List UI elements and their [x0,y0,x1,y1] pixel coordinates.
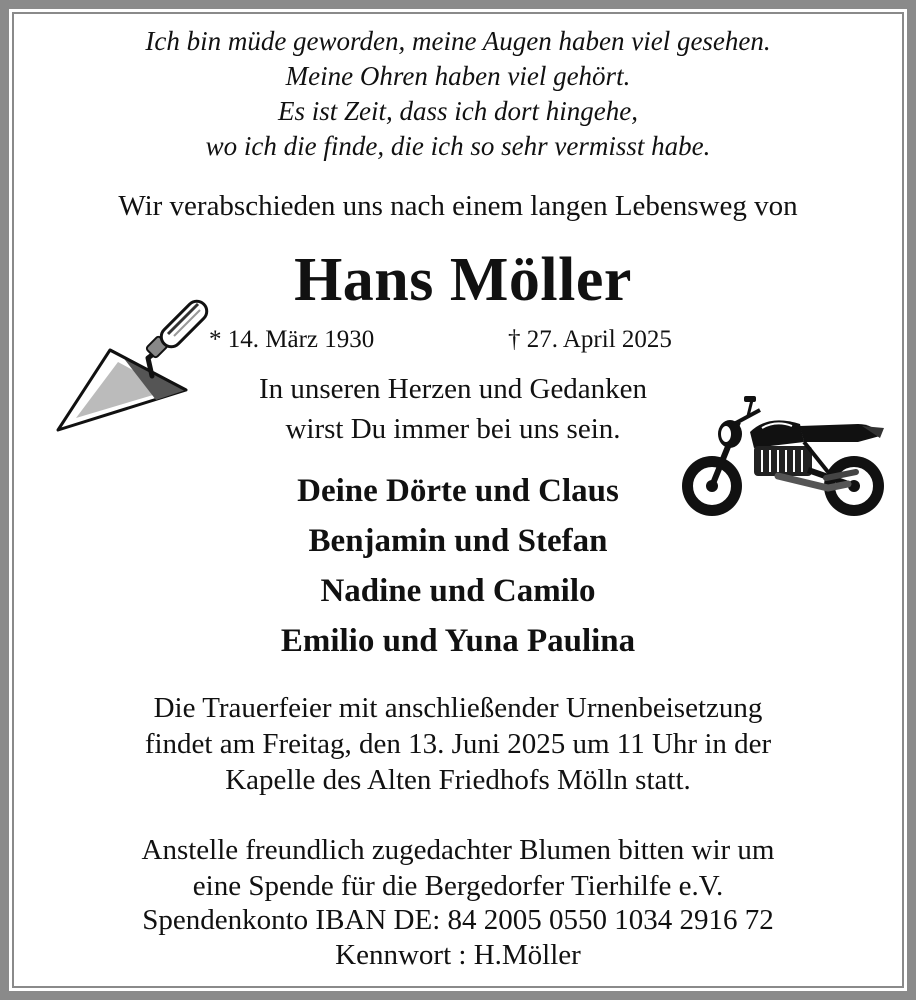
family-line-3: Nadine und Camilo [320,573,596,609]
donation-iban: Spendenkonto IBAN DE: 84 2005 0550 1034 2916 72 [142,904,774,936]
birth-date: * 14. März 1930 [209,326,375,353]
poem-line-3: Es ist Zeit, dass ich dort hingehe, [278,96,638,126]
quote-line-1: In unseren Herzen und Gedanken [258,373,648,405]
donation-line-1: Anstelle freundlich zugedachter Blumen bitten wir um [141,834,775,866]
death-date: † 27. April 2025 [508,326,672,353]
family-line-4: Emilio und Yuna Paulina [280,623,636,659]
poem-line-4: wo ich die finde, die ich so sehr vermisst habe. [205,131,711,161]
family-line-2: Benjamin und Stefan [308,523,608,559]
intro-text: Wir verabschieden uns nach einem langen Lebensweg von [118,190,798,222]
poem-line-2: Meine Ohren haben viel gehört. [285,61,631,91]
ceremony-line-3: Kapelle des Alten Friedhofs Mölln statt. [225,764,691,796]
deceased-name: Hans Möller [294,246,632,314]
donation-line-2: eine Spende für die Bergedorfer Tierhilfe e.V. [192,870,724,902]
poem-line-1: Ich bin müde geworden, meine Augen haben viel gesehen. [145,26,771,56]
quote-line-2: wirst Du immer bei uns sein. [285,413,621,445]
trowel-icon [52,292,212,432]
ceremony-line-1: Die Trauerfeier mit anschließender Urnenbeisetzung [153,692,763,724]
donation-keyword: Kennwort : H.Möller [335,939,581,971]
family-line-1: Deine Dörte und Claus [297,473,619,509]
ceremony-line-2: findet am Freitag, den 13. Juni 2025 um 11 Uhr in der [144,728,772,760]
